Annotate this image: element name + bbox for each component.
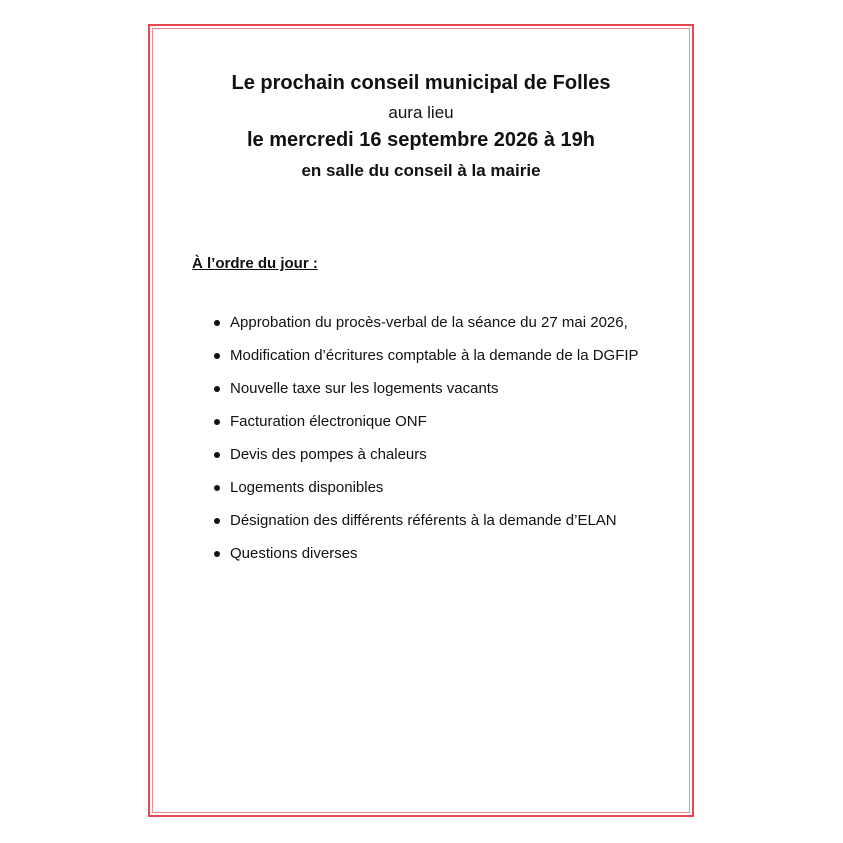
agenda-item	[213, 537, 653, 570]
meeting-location: en salle du conseil à la mairie	[301, 161, 541, 180]
meeting-subtitle: aura lieu	[388, 103, 454, 122]
bullet-icon	[214, 386, 220, 392]
agenda-title: À l’ordre du jour :	[192, 255, 318, 272]
bullet-icon	[214, 452, 220, 458]
bullet-icon	[214, 518, 220, 524]
bullet-icon	[214, 485, 220, 491]
agenda-list	[213, 306, 653, 570]
agenda-item	[213, 438, 653, 471]
agenda-item	[213, 339, 653, 372]
agenda-item	[213, 306, 653, 339]
agenda-item	[213, 504, 653, 537]
agenda-item-text: Nouvelle taxe sur les logements vacants	[230, 380, 499, 397]
meeting-date: le mercredi 16 septembre 2026 à 19h	[247, 129, 595, 151]
agenda-item-text: Approbation du procès-verbal de la séance du 27 mai 2026,	[230, 314, 628, 331]
bullet-icon	[214, 353, 220, 359]
agenda-item-text: Modification d’écritures comptable à la demande de la DGFIP	[230, 347, 639, 364]
agenda-item-text: Désignation des différents référents à la demande d’ELAN	[230, 512, 617, 529]
agenda-item-text: Logements disponibles	[230, 479, 384, 496]
agenda-item	[213, 372, 653, 405]
agenda-item	[213, 471, 653, 504]
bullet-icon	[214, 320, 220, 326]
meeting-title: Le prochain conseil municipal de Folles	[231, 72, 611, 94]
bullet-icon	[214, 551, 220, 557]
agenda-item-text: Facturation électronique ONF	[230, 413, 427, 430]
bullet-icon	[214, 419, 220, 425]
agenda-item-text: Devis des pompes à chaleurs	[230, 446, 427, 463]
agenda-item	[213, 405, 653, 438]
agenda-item-text: Questions diverses	[230, 545, 358, 562]
